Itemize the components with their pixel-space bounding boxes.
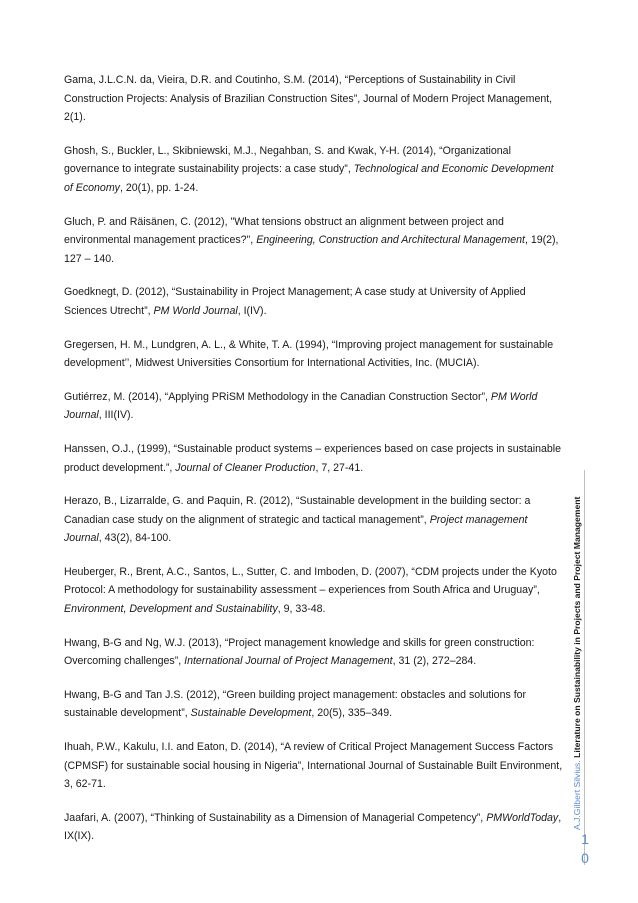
reference-text: Ihuah, P.W., Kakulu, I.I. and Eaton, D. (2014), “A review of Critical Project Management Success Factors (CPMSF) for sustainable social housing in Nigeria”, International Journal of Sustainable Built Environment, 3, 62-71. bbox=[64, 741, 563, 791]
header-author: A.J.Gilbert Silvius. bbox=[572, 760, 582, 830]
page-number-digit-2: 0 bbox=[581, 850, 589, 866]
page-number bbox=[575, 830, 595, 868]
reference-entry bbox=[64, 492, 564, 548]
reference-text: , 20(5), 335–349. bbox=[311, 707, 393, 720]
page-number-digit-1: 1 bbox=[581, 831, 589, 847]
reference-text: , 20(1), pp. 1-24. bbox=[119, 181, 199, 194]
header-rule bbox=[584, 470, 585, 865]
reference-text: Jaafari, A. (2007), “Thinking of Sustainability as a Dimension of Managerial Competency”, bbox=[64, 811, 487, 824]
reference-entry bbox=[64, 440, 564, 477]
reference-text: Herazo, B., Lizarralde, G. and Paquin, R. (2012), “Sustainable development in the building sector: a Canadian case study on the alignment of strategic and tactical management”, bbox=[64, 495, 531, 526]
reference-source-title: Journal of Cleaner Production bbox=[175, 461, 316, 474]
reference-source-title: Technological and Economic Development of Economy bbox=[64, 163, 554, 194]
reference-text: , I(IV). bbox=[237, 304, 267, 317]
reference-text: Heuberger, R., Brent, A.C., Santos, L., Sutter, C. and Imboden, D. (2007), “CDM projects under the Kyoto Protocol: A methodology for sustainability assessment – experiences from South Africa and Uruguay”, bbox=[64, 565, 557, 597]
reference-list bbox=[64, 71, 564, 861]
reference-source-title: International Journal of Project Management bbox=[184, 655, 393, 668]
reference-entry bbox=[64, 336, 564, 373]
reference-text: , 9, 33-48. bbox=[277, 603, 326, 616]
running-header bbox=[571, 470, 597, 830]
reference-entry bbox=[64, 142, 564, 198]
reference-source-title: Environment, Development and Sustainability bbox=[64, 603, 278, 616]
reference-text: Gluch, P. and Räisänen, C. (2012), "What tensions obstruct an alignment between project and environmental management practices?", bbox=[64, 215, 504, 247]
reference-entry bbox=[64, 563, 564, 619]
reference-text: , III(IV). bbox=[98, 409, 134, 422]
reference-text: Hanssen, O.J., (1999), “Sustainable product systems – experiences based on case projects in sustainable product development.”, bbox=[64, 442, 561, 474]
reference-text: Hwang, B-G and Tan J.S. (2012), “Green building project management: obstacles and solutions for sustainable development”, bbox=[64, 688, 527, 720]
reference-entry bbox=[64, 634, 564, 671]
reference-entry bbox=[64, 388, 564, 425]
reference-text: , 19(2), 127 – 140. bbox=[64, 234, 559, 265]
reference-text: Gutiérrez, M. (2014), “Applying PRiSM Methodology in the Canadian Construction Sector”, bbox=[64, 390, 491, 403]
reference-source-title: PM World Journal bbox=[153, 304, 238, 317]
reference-text: Gama, J.L.C.N. da, Vieira, D.R. and Coutinho, S.M. (2014), “Perceptions of Sustainability in Civil Construction Projects: Analysis of Brazilian Construction Sites”, Journal of Modern Project Management, 2(1). bbox=[64, 74, 553, 124]
reference-entry bbox=[64, 686, 564, 723]
reference-source-title: PM World Journal bbox=[64, 390, 538, 422]
reference-entry bbox=[64, 738, 564, 794]
reference-entry bbox=[64, 71, 564, 127]
reference-text: Gregersen, H. M., Lundgren, A. L., & White, T. A. (1994), “Improving project management for sustainable development’’, Midwest Universities Consortium for International Activities, Inc. (MUCIA). bbox=[64, 338, 554, 370]
reference-entry bbox=[64, 213, 564, 269]
reference-source-title: Engineering, Construction and Architectural Management bbox=[256, 234, 525, 247]
reference-text: , IX(IX). bbox=[64, 811, 562, 843]
running-header-text bbox=[571, 470, 583, 830]
reference-entry bbox=[64, 809, 564, 846]
reference-text: , 7, 27-41. bbox=[315, 461, 364, 474]
reference-text: , 31 (2), 272–284. bbox=[392, 655, 477, 668]
reference-source-title: Sustainable Development bbox=[190, 707, 312, 720]
header-title: Literature on Sustainability in Projects and Project Management bbox=[572, 496, 582, 758]
reference-source-title: PMWorldToday bbox=[486, 811, 559, 824]
reference-source-title: Project management Journal bbox=[64, 513, 528, 545]
reference-text: Ghosh, S., Buckler, L., Skibniewski, M.J., Negahban, S. and Kwak, Y-H. (2014), “Organizational governance to integrate sustainability projects: a case study”, bbox=[64, 144, 511, 176]
reference-text: , 43(2), 84-100. bbox=[98, 532, 172, 545]
reference-text: Goedknegt, D. (2012), “Sustainability in Project Management; A case study at University of Applied Sciences Utrecht”, bbox=[64, 286, 526, 317]
reference-entry bbox=[64, 283, 564, 320]
reference-text: Hwang, B-G and Ng, W.J. (2013), “Project management knowledge and skills for green construction: Overcoming challenges”, bbox=[64, 636, 535, 668]
